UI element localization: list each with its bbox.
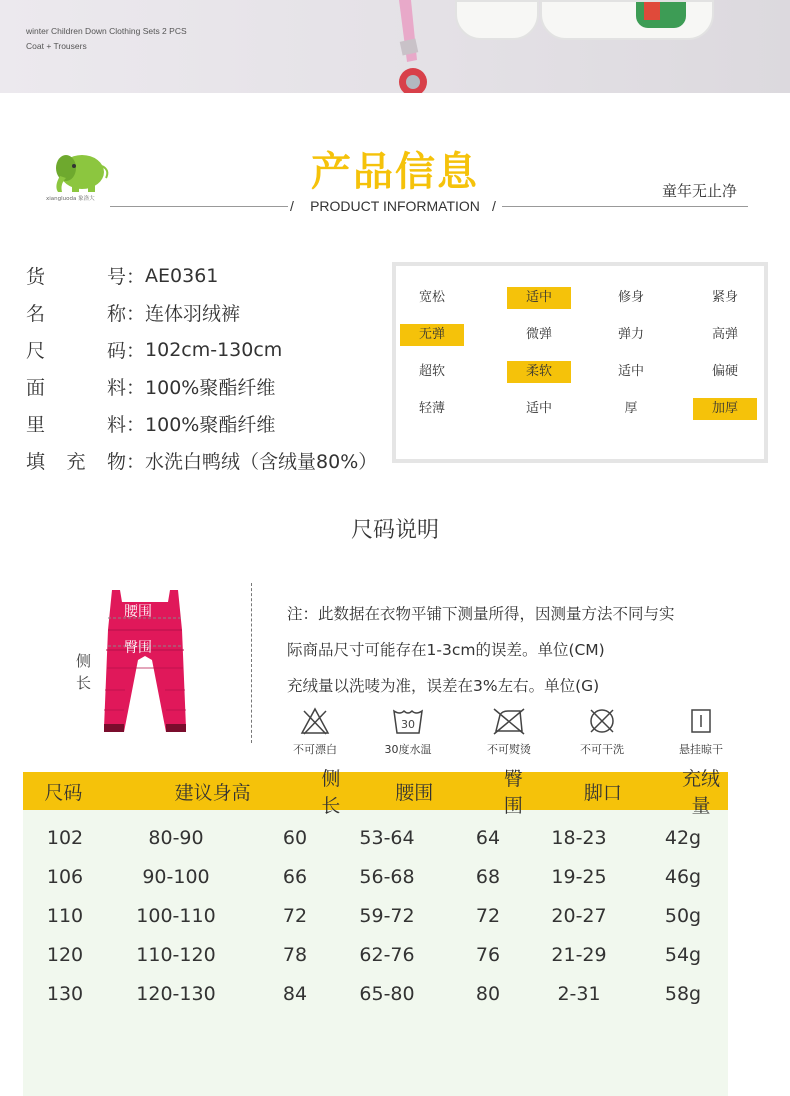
info-value: 102cm-130cm [145, 338, 283, 361]
table-cell: 64 [475, 826, 501, 849]
table-cell: 78 [282, 943, 308, 966]
table-cell: 68 [475, 865, 501, 888]
attribute-option: 弹力 [617, 327, 644, 342]
info-row-outer-fabric: 面 料 ： 100%聚酯纤维 [26, 368, 377, 405]
scooter-handle-image [385, 0, 431, 93]
attribute-option: 厚 [624, 401, 638, 416]
care-item: 悬挂晾干 [656, 707, 746, 757]
no-bleach-icon [300, 707, 330, 735]
waist-label: 腰围 [124, 604, 152, 620]
attribute-option: 紧身 [711, 290, 738, 305]
attribute-option: 偏硬 [711, 364, 738, 379]
info-row-item-no: 货 号 ： AE0361 [26, 257, 377, 294]
table-row [23, 896, 728, 935]
col-header: 尺码 [44, 781, 83, 804]
side-length-label: 侧 长 [76, 652, 92, 692]
table-cell: 21-29 [551, 943, 607, 966]
note-line: 际商品尺寸可能存在1-3cm的误差。单位(CM) [287, 641, 605, 659]
info-key: 填 充 物 [26, 451, 126, 473]
col-header: 建议身高 [174, 781, 251, 804]
table-cell: 18-23 [551, 826, 607, 849]
table-cell: 53-64 [359, 826, 415, 849]
title-slash-left: / [290, 198, 294, 214]
attribute-option: 超软 [418, 364, 445, 379]
top-banner [0, 0, 790, 93]
table-cell: 80-90 [148, 826, 204, 849]
attribute-option: 微弹 [525, 327, 552, 342]
table-cell: 72 [475, 904, 501, 927]
table-cell: 42g [664, 826, 702, 849]
col-header: 腰围 [395, 781, 434, 804]
info-key: 名 称 [26, 303, 126, 325]
col-header: 脚口 [583, 781, 622, 804]
table-cell: 56-68 [359, 865, 415, 888]
info-value: 100%聚酯纤维 [145, 377, 276, 399]
title-slash-right: / [492, 198, 496, 214]
care-item: 30 30度水温 [363, 707, 453, 757]
divider-dashed [251, 583, 252, 743]
table-cell: 110-120 [136, 943, 216, 966]
attribute-option: 高弹 [711, 327, 738, 342]
table-row [23, 818, 728, 857]
attribute-grid [392, 262, 768, 463]
size-table-body [23, 810, 728, 1096]
table-cell: 120 [46, 943, 84, 966]
col-header: 臀围 [503, 768, 523, 817]
table-cell: 84 [282, 982, 308, 1005]
logo-caption: xiangluoda 象洛大 [46, 196, 95, 202]
slogan: 童年无止净 [662, 182, 738, 200]
care-item: 不可熨烫 [464, 707, 554, 757]
table-cell: 58g [664, 982, 702, 1005]
no-iron-icon [492, 707, 526, 735]
table-cell: 50g [664, 904, 702, 927]
table-cell: 2-31 [557, 982, 601, 1005]
attribute-option-selected: 无弹 [400, 324, 464, 346]
table-cell: 80 [475, 982, 501, 1005]
table-row [23, 974, 728, 1013]
attribute-option: 修身 [617, 290, 644, 305]
shoe-left-image [455, 0, 539, 40]
note-line: 注：此数据在衣物平铺下测量所得，因测量方法不同与实 [287, 605, 675, 623]
size-note [287, 596, 757, 704]
col-header: 充绒量 [682, 768, 721, 817]
svg-text:30: 30 [401, 718, 415, 731]
table-cell: 59-72 [359, 904, 415, 927]
table-row [23, 935, 728, 974]
info-row-filling: 填 充 物 ： 水洗白鸭绒（含绒量80%） [26, 442, 377, 479]
table-row [23, 857, 728, 896]
info-value: 连体羽绒裤 [145, 303, 241, 325]
table-cell: 76 [475, 943, 501, 966]
table-cell: 130 [46, 982, 84, 1005]
table-cell: 100-110 [136, 904, 216, 927]
info-key: 里 料 [26, 414, 126, 436]
info-key: 面 料 [26, 377, 126, 399]
col-header: 侧长 [321, 768, 341, 817]
attribute-option-selected: 加厚 [693, 398, 757, 420]
table-cell: 110 [46, 904, 84, 927]
info-row-name: 名 称 ： 连体羽绒裤 [26, 294, 377, 331]
table-cell: 62-76 [359, 943, 415, 966]
info-value: 水洗白鸭绒（含绒量80%） [145, 451, 378, 473]
attribute-option: 宽松 [418, 290, 445, 305]
info-row-lining: 里 料 ： 100%聚酯纤维 [26, 405, 377, 442]
note-line: 充绒量以洗唛为准，误差在3%左右。单位(G) [287, 677, 600, 695]
attribute-option: 适中 [525, 401, 552, 416]
size-section-title: 尺码说明 [350, 518, 439, 543]
shoe-right-image [540, 0, 714, 40]
wash-30-icon [392, 707, 424, 735]
info-row-size: 尺 码 ： 102cm-130cm [26, 331, 377, 368]
info-key: 货 号 [26, 266, 126, 288]
no-dry-clean-icon [587, 707, 617, 735]
section-subtitle: PRODUCT INFORMATION [310, 198, 480, 214]
table-cell: 19-25 [551, 865, 607, 888]
table-cell: 72 [282, 904, 308, 927]
table-cell: 20-27 [551, 904, 607, 927]
attribute-option-selected: 适中 [507, 287, 571, 309]
size-table-header [23, 768, 728, 817]
product-info-list [26, 257, 377, 479]
info-value: 100%聚酯纤维 [145, 414, 276, 436]
care-item: 不可干洗 [557, 707, 647, 757]
attribute-option: 适中 [617, 364, 644, 379]
care-item: 不可漂白 [270, 707, 360, 757]
hang-dry-icon [690, 707, 712, 735]
table-cell: 90-100 [142, 865, 210, 888]
table-cell: 102 [46, 826, 84, 849]
banner-line-1: winter Children Down Clothing Sets 2 PCS [26, 26, 187, 36]
table-cell: 46g [664, 865, 702, 888]
section-title: 产品信息 [311, 149, 479, 195]
table-cell: 66 [282, 865, 308, 888]
attribute-option-selected: 柔软 [507, 361, 571, 383]
table-cell: 60 [282, 826, 308, 849]
table-cell: 65-80 [359, 982, 415, 1005]
size-table [23, 768, 728, 1096]
table-cell: 106 [46, 865, 84, 888]
attribute-option: 轻薄 [418, 401, 445, 416]
table-cell: 54g [664, 943, 702, 966]
banner-line-2: Coat + Trousers [26, 41, 87, 51]
info-value: AE0361 [145, 264, 219, 287]
table-cell: 120-130 [136, 982, 216, 1005]
hip-label: 臀围 [124, 640, 152, 656]
banner-caption [26, 24, 187, 54]
info-key: 尺 码 [26, 340, 126, 362]
